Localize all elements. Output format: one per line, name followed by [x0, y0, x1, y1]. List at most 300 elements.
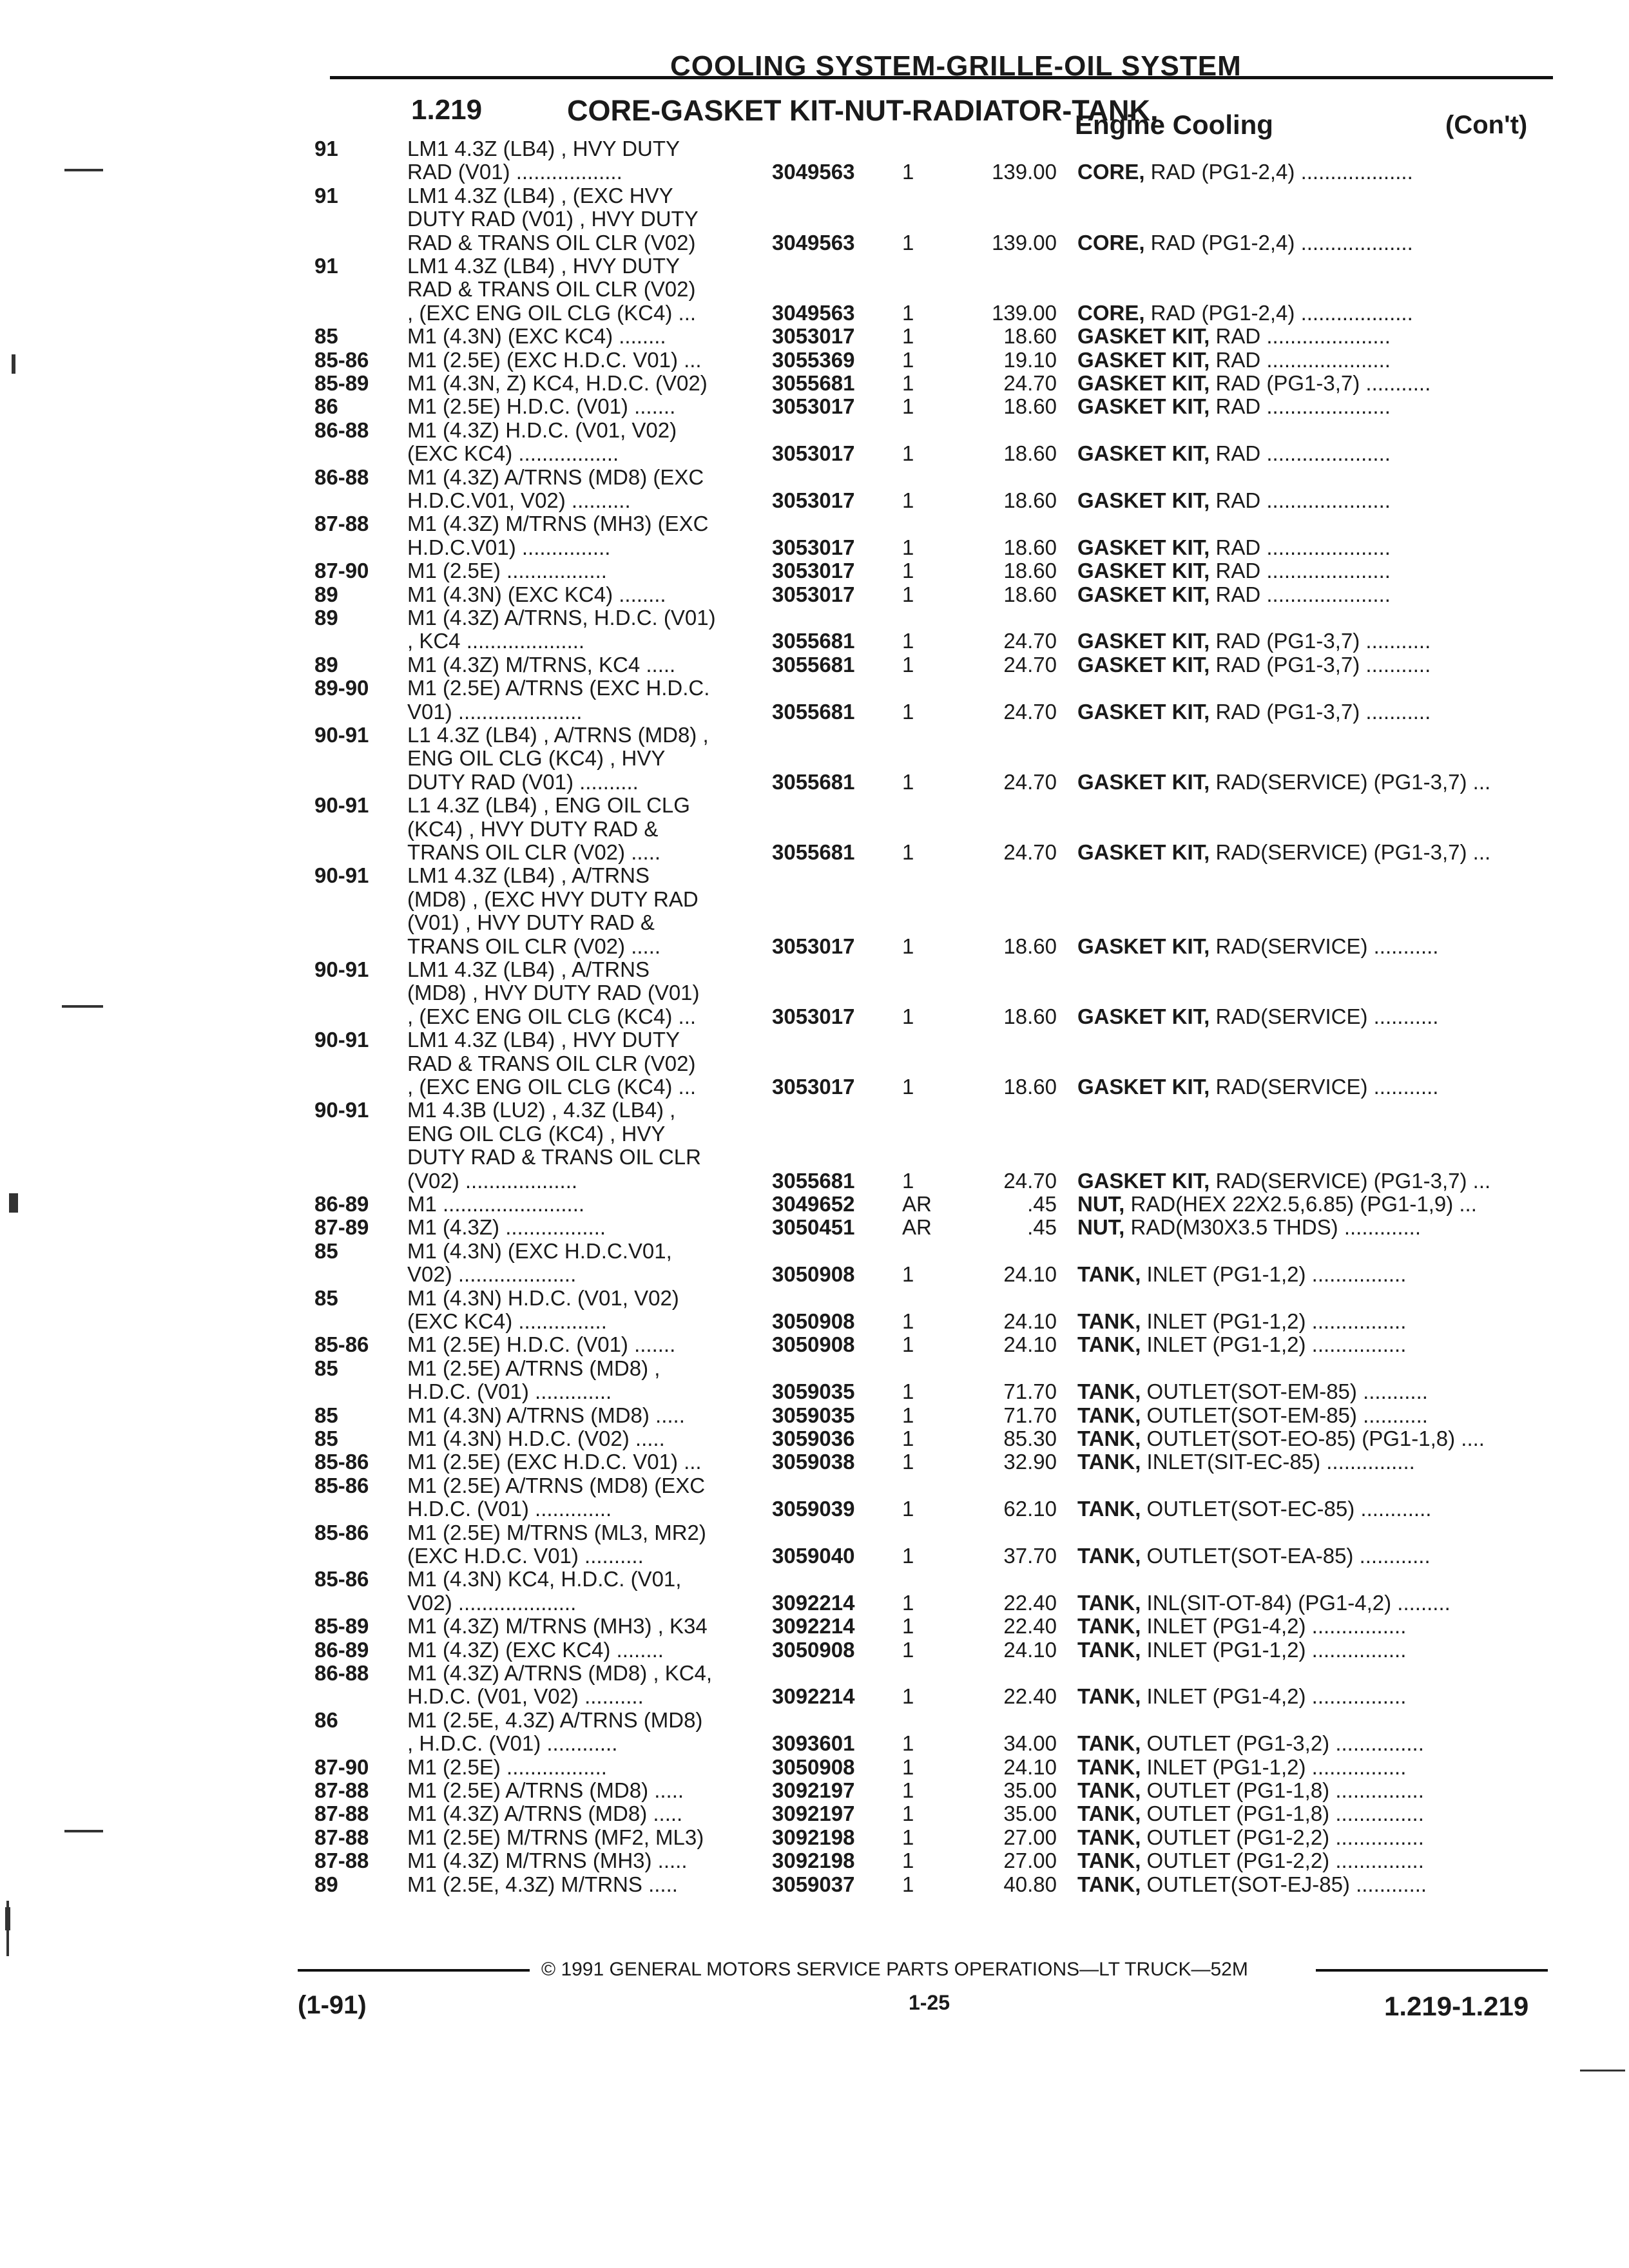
table-row: [0, 1825, 1629, 1851]
part-name-detail: RAD(SERVICE) (PG1-3,7) ...: [1210, 1168, 1491, 1193]
quantity: 1: [902, 371, 914, 395]
model-year: 87-88: [314, 1825, 369, 1849]
part-number: 3053017: [772, 535, 855, 559]
table-row: [0, 910, 1629, 936]
part-name-bold: GASKET KIT,: [1077, 347, 1210, 372]
application-description: TRANS OIL CLR (V02) .....: [407, 840, 661, 864]
table-row: [0, 1052, 1629, 1077]
footer-rule-left: [298, 1969, 530, 1972]
quantity: 1: [902, 324, 914, 349]
part-number: 3055681: [772, 1168, 855, 1193]
quantity: 1: [902, 1754, 914, 1779]
application-description: LM1 4.3Z (LB4) , A/TRNS: [407, 863, 650, 888]
part-name-bold: TANK,: [1077, 1684, 1141, 1709]
application-description: M1 (2.5E) M/TRNS (MF2, ML3): [407, 1825, 704, 1849]
application-description: H.D.C. (V01) .............: [407, 1379, 612, 1404]
application-description: M1 (4.3Z) A/TRNS (MD8) .....: [407, 1802, 683, 1826]
quantity: 1: [902, 1004, 914, 1028]
part-name-bold: TANK,: [1077, 1379, 1141, 1404]
application-description: H.D.C.V01) ...............: [407, 535, 611, 559]
part-name-detail: RAD (PG1-2,4) ...................: [1144, 160, 1413, 184]
part-name-bold: TANK,: [1077, 1427, 1141, 1450]
part-name-detail: RAD .....................: [1210, 324, 1391, 349]
table-row: [0, 1403, 1629, 1429]
price: 18.60: [1003, 582, 1057, 606]
quantity: AR: [902, 1215, 932, 1240]
price: 27.00: [1003, 1825, 1057, 1849]
quantity: 1: [902, 300, 914, 325]
quantity: 1: [902, 559, 914, 583]
part-name: [1077, 1825, 1554, 1850]
part-name-detail: RAD .....................: [1210, 347, 1391, 372]
table-row: [0, 1075, 1629, 1100]
application-description: M1 (4.3N, Z) KC4, H.D.C. (V02): [407, 371, 708, 395]
part-name-bold: TANK,: [1077, 1825, 1141, 1849]
part-name-detail: INLET (PG1-1,2) ................: [1141, 1754, 1407, 1779]
price: 22.40: [1003, 1590, 1057, 1615]
part-name-detail: OUTLET (PG1-2,2) ...............: [1141, 1849, 1424, 1873]
part-number: 3059036: [772, 1427, 855, 1450]
table-row: [0, 723, 1629, 749]
application-description: M1 ........................: [407, 1192, 585, 1216]
part-number: 3053017: [772, 324, 855, 349]
price: 34.00: [1003, 1731, 1057, 1756]
model-year: 85: [314, 324, 338, 349]
price: 139.00: [992, 230, 1057, 255]
part-name-bold: CORE,: [1077, 230, 1145, 255]
application-description: M1 (2.5E) H.D.C. (V01) .......: [407, 1332, 676, 1357]
table-row: [0, 817, 1629, 843]
table-row: [0, 1567, 1629, 1593]
part-number: 3053017: [772, 1004, 855, 1028]
price: 35.00: [1003, 1802, 1057, 1826]
part-name: [1077, 1309, 1554, 1334]
part-name: [1077, 1192, 1554, 1216]
table-row: [0, 1497, 1629, 1523]
part-name-bold: TANK,: [1077, 1544, 1141, 1568]
part-number: 3050908: [772, 1754, 855, 1779]
application-description: M1 (4.3N) (EXC KC4) ........: [407, 582, 666, 606]
part-name: [1077, 1379, 1554, 1404]
part-name-detail: RAD (PG1-2,4) ...................: [1144, 230, 1413, 255]
application-description: H.D.C. (V01) .............: [407, 1497, 612, 1521]
quantity: 1: [902, 699, 914, 724]
model-year: 85: [314, 1238, 338, 1263]
table-row: [0, 1379, 1629, 1405]
part-name-detail: RAD(SERVICE) ...........: [1210, 1004, 1439, 1028]
application-description: L1 4.3Z (LB4) , A/TRNS (MD8) ,: [407, 723, 709, 747]
table-row: [0, 1239, 1629, 1265]
part-name-detail: RAD .....................: [1210, 394, 1391, 419]
price: 35.00: [1003, 1778, 1057, 1802]
table-row: [0, 1778, 1629, 1804]
table-row: [0, 1356, 1629, 1382]
part-name: [1077, 1849, 1554, 1873]
application-description: M1 4.3B (LU2) , 4.3Z (LB4) ,: [407, 1098, 676, 1122]
application-description: M1 (4.3Z) (EXC KC4) ........: [407, 1637, 664, 1662]
application-description: RAD & TRANS OIL CLR (V02): [407, 277, 696, 302]
application-description: DUTY RAD (V01) , HVY DUTY: [407, 207, 699, 231]
table-row: [0, 1849, 1629, 1874]
quantity: 1: [902, 1427, 914, 1450]
application-description: M1 (2.5E, 4.3Z) M/TRNS .....: [407, 1872, 678, 1896]
model-year: 86-89: [314, 1637, 369, 1662]
footer-page-number: 1-25: [909, 1991, 950, 2014]
part-name-detail: INLET (PG1-1,2) ................: [1141, 1262, 1407, 1287]
application-description: (MD8) , (EXC HVY DUTY RAD: [407, 887, 699, 911]
part-name: [1077, 1614, 1554, 1639]
part-name-bold: TANK,: [1077, 1802, 1141, 1826]
scan-mark: [62, 1005, 103, 1008]
price: 18.60: [1003, 441, 1057, 466]
model-year: 90-91: [314, 1028, 369, 1052]
part-name-detail: RAD .....................: [1210, 559, 1391, 583]
part-name-bold: GASKET KIT,: [1077, 371, 1210, 395]
part-name: [1077, 1427, 1554, 1451]
scan-mark: [64, 1830, 103, 1832]
price: 24.70: [1003, 840, 1057, 864]
application-description: DUTY RAD & TRANS OIL CLR: [407, 1145, 701, 1169]
table-row: [0, 512, 1629, 537]
quantity: 1: [902, 582, 914, 606]
part-number: 3053017: [772, 1075, 855, 1099]
part-name: [1077, 1332, 1554, 1357]
part-number: 3053017: [772, 488, 855, 512]
application-description: (MD8) , HVY DUTY RAD (V01): [407, 981, 700, 1005]
part-name: [1077, 1262, 1554, 1287]
part-name: [1077, 1544, 1554, 1568]
part-number: 3050908: [772, 1332, 855, 1357]
application-description: M1 (4.3Z) A/TRNS, H.D.C. (V01): [407, 606, 716, 629]
application-description: LM1 4.3Z (LB4) , HVY DUTY: [407, 1028, 680, 1052]
part-name-bold: GASKET KIT,: [1077, 394, 1210, 419]
table-row: [0, 1591, 1629, 1617]
price: 24.70: [1003, 769, 1057, 794]
part-name-detail: RAD (PG1-3,7) ...........: [1210, 371, 1431, 395]
part-number: 3093601: [772, 1731, 855, 1756]
table-row: [0, 1098, 1629, 1124]
part-number: 3055681: [772, 371, 855, 395]
price: 22.40: [1003, 1684, 1057, 1709]
table-row: [0, 160, 1629, 186]
application-description: ENG OIL CLG (KC4) , HVY: [407, 746, 666, 771]
table-row: [0, 371, 1629, 397]
quantity: 1: [902, 1403, 914, 1427]
application-description: M1 (2.5E) (EXC H.D.C. V01) ...: [407, 1450, 702, 1474]
part-name: [1077, 535, 1554, 560]
part-name-detail: INLET(SIT-EC-85) ...............: [1141, 1450, 1415, 1474]
model-year: 87-88: [314, 1778, 369, 1802]
model-year: 85: [314, 1356, 338, 1380]
table-row: [0, 981, 1629, 1006]
part-number: 3049563: [772, 160, 855, 184]
price: .45: [1027, 1215, 1057, 1240]
part-name-bold: GASKET KIT,: [1077, 1168, 1210, 1193]
part-name-bold: NUT,: [1077, 1215, 1125, 1240]
quantity: 1: [902, 394, 914, 419]
part-name-bold: GASKET KIT,: [1077, 559, 1210, 583]
section-title: CORE-GASKET KIT-NUT-RADIATOR-TANK,: [567, 94, 1159, 127]
part-name-bold: TANK,: [1077, 1731, 1141, 1756]
table-row: [0, 1872, 1629, 1898]
table-row: [0, 1122, 1629, 1148]
price: .45: [1027, 1192, 1057, 1216]
part-number: 3055681: [772, 629, 855, 653]
application-description: M1 (2.5E) A/TRNS (MD8) ,: [407, 1356, 660, 1380]
part-name: [1077, 629, 1554, 653]
application-description: , KC4 ....................: [407, 629, 585, 653]
quantity: 1: [902, 769, 914, 794]
application-description: M1 (4.3Z) M/TRNS (MH3) (EXC: [407, 512, 709, 536]
scan-mark: [6, 1901, 9, 1956]
price: 24.10: [1003, 1637, 1057, 1662]
quantity: 1: [902, 1332, 914, 1357]
part-name-bold: TANK,: [1077, 1778, 1141, 1802]
table-row: [0, 1332, 1629, 1358]
part-name-detail: OUTLET(SOT-EC-85) ............: [1141, 1497, 1432, 1521]
quantity: 1: [902, 1849, 914, 1873]
part-name: [1077, 1075, 1554, 1099]
quantity: 1: [902, 1262, 914, 1287]
part-name: [1077, 1731, 1554, 1756]
model-year: 87-89: [314, 1215, 369, 1240]
application-description: M1 (4.3N) H.D.C. (V02) .....: [407, 1427, 665, 1450]
application-description: H.D.C. (V01, V02) ..........: [407, 1684, 644, 1709]
table-row: [0, 1684, 1629, 1710]
model-year: 85-89: [314, 371, 369, 395]
model-year: 85-89: [314, 1614, 369, 1639]
application-description: (V01) , HVY DUTY RAD &: [407, 910, 655, 935]
part-name-detail: INLET (PG1-4,2) ................: [1141, 1684, 1407, 1709]
table-row: [0, 559, 1629, 584]
part-name: [1077, 348, 1554, 372]
price: 24.10: [1003, 1262, 1057, 1287]
table-row: [0, 1309, 1629, 1335]
part-number: 3092214: [772, 1590, 855, 1615]
table-row: [0, 1215, 1629, 1241]
application-description: (EXC H.D.C. V01) ..........: [407, 1544, 644, 1568]
quantity: 1: [902, 1731, 914, 1756]
table-row: [0, 1262, 1629, 1288]
part-name-bold: TANK,: [1077, 1497, 1141, 1521]
model-year: 86-88: [314, 418, 369, 442]
price: 24.70: [1003, 1168, 1057, 1193]
application-description: (EXC KC4) ...............: [407, 1309, 607, 1333]
part-name-bold: GASKET KIT,: [1077, 629, 1210, 653]
part-name-detail: RAD (PG1-2,4) ...................: [1144, 300, 1413, 325]
part-number: 3092198: [772, 1849, 855, 1873]
part-name-bold: TANK,: [1077, 1590, 1141, 1615]
part-name-detail: INLET (PG1-1,2) ................: [1141, 1332, 1407, 1357]
quantity: 1: [902, 1872, 914, 1896]
table-row: [0, 863, 1629, 889]
price: 71.70: [1003, 1379, 1057, 1404]
application-description: M1 (2.5E) .................: [407, 559, 607, 583]
model-year: 91: [314, 137, 338, 160]
table-row: [0, 1450, 1629, 1475]
model-year: 89: [314, 652, 338, 677]
part-name-detail: RAD .....................: [1210, 582, 1391, 606]
table-row: [0, 137, 1629, 162]
application-description: M1 (4.3Z) A/TRNS (MD8) (EXC: [407, 465, 704, 489]
part-name: [1077, 441, 1554, 466]
part-number: 3049563: [772, 300, 855, 325]
part-name-bold: TANK,: [1077, 1309, 1141, 1333]
model-year: 85-86: [314, 1567, 369, 1591]
quantity: 1: [902, 488, 914, 512]
application-description: LM1 4.3Z (LB4) , (EXC HVY: [407, 183, 673, 207]
application-description: M1 (4.3Z) M/TRNS (MH3) .....: [407, 1849, 688, 1873]
model-year: 90-91: [314, 793, 369, 818]
price: 18.60: [1003, 535, 1057, 559]
quantity: 1: [902, 1614, 914, 1639]
model-year: 87-88: [314, 1849, 369, 1873]
part-name-detail: OUTLET(SOT-EM-85) ...........: [1141, 1403, 1428, 1427]
part-number: 3050908: [772, 1637, 855, 1662]
table-row: [0, 606, 1629, 631]
table-row: [0, 1474, 1629, 1499]
part-number: 3053017: [772, 394, 855, 419]
price: 24.70: [1003, 652, 1057, 677]
price: 27.00: [1003, 1849, 1057, 1873]
table-row: [0, 207, 1629, 233]
part-name-bold: GASKET KIT,: [1077, 582, 1210, 606]
part-number: 3059037: [772, 1872, 855, 1896]
part-number: 3059035: [772, 1379, 855, 1404]
price: 139.00: [992, 160, 1057, 184]
application-description: LM1 4.3Z (LB4) , HVY DUTY: [407, 254, 680, 278]
scan-mark: [1580, 2070, 1625, 2071]
model-year: 85-86: [314, 1332, 369, 1357]
page-header-title: COOLING SYSTEM-GRILLE-OIL SYSTEM: [670, 50, 1242, 82]
model-year: 85-86: [314, 347, 369, 372]
table-row: [0, 629, 1629, 655]
quantity: 1: [902, 840, 914, 864]
table-row: [0, 1427, 1629, 1452]
part-name: [1077, 582, 1554, 607]
table-row: [0, 1145, 1629, 1171]
price: 24.70: [1003, 699, 1057, 724]
quantity: 1: [902, 441, 914, 466]
table-row: [0, 394, 1629, 420]
part-name-detail: RAD (PG1-3,7) ...........: [1210, 652, 1431, 677]
price: 24.10: [1003, 1309, 1057, 1333]
part-name-bold: TANK,: [1077, 1450, 1141, 1474]
part-name: [1077, 1755, 1554, 1780]
quantity: 1: [902, 629, 914, 653]
part-name: [1077, 1684, 1554, 1709]
application-description: LM1 4.3Z (LB4) , A/TRNS: [407, 957, 650, 981]
table-row: [0, 582, 1629, 608]
part-name-bold: CORE,: [1077, 160, 1145, 184]
part-number: 3050908: [772, 1309, 855, 1333]
table-row: [0, 1614, 1629, 1640]
application-description: LM1 4.3Z (LB4) , HVY DUTY: [407, 137, 680, 160]
part-name: [1077, 840, 1554, 865]
table-row: [0, 887, 1629, 913]
price: 18.60: [1003, 1004, 1057, 1028]
part-name-detail: INLET (PG1-1,2) ................: [1141, 1309, 1407, 1333]
part-name: [1077, 1215, 1554, 1240]
table-row: [0, 465, 1629, 491]
part-number: 3055681: [772, 840, 855, 864]
part-name-detail: RAD(SERVICE) (PG1-3,7) ...: [1210, 840, 1491, 864]
table-row: [0, 1286, 1629, 1312]
part-name-bold: GASKET KIT,: [1077, 699, 1210, 724]
part-name: [1077, 559, 1554, 583]
application-description: RAD & TRANS OIL CLR (V02): [407, 1051, 696, 1075]
price: 40.80: [1003, 1872, 1057, 1896]
footer-copyright: © 1991 GENERAL MOTORS SERVICE PARTS OPERATIONS—LT TRUCK—52M: [541, 1959, 1248, 1980]
table-row: [0, 441, 1629, 467]
model-year: 85-86: [314, 1450, 369, 1474]
part-name: [1077, 1872, 1554, 1897]
application-description: RAD & TRANS OIL CLR (V02): [407, 230, 696, 255]
application-description: M1 (2.5E) H.D.C. (V01) .......: [407, 394, 676, 419]
part-name-bold: TANK,: [1077, 1262, 1141, 1287]
part-name: [1077, 394, 1554, 419]
table-row: [0, 1661, 1629, 1687]
part-name-bold: TANK,: [1077, 1754, 1141, 1779]
part-name-detail: RAD(SERVICE) (PG1-3,7) ...: [1210, 769, 1491, 794]
part-number: 3059039: [772, 1497, 855, 1521]
price: 24.10: [1003, 1332, 1057, 1357]
application-description: M1 (2.5E) (EXC H.D.C. V01) ...: [407, 347, 702, 372]
table-row: [0, 653, 1629, 678]
price: 24.10: [1003, 1754, 1057, 1779]
part-name-detail: RAD (PG1-3,7) ...........: [1210, 629, 1431, 653]
part-name-detail: RAD (PG1-3,7) ...........: [1210, 699, 1431, 724]
part-name-bold: GASKET KIT,: [1077, 324, 1210, 349]
application-description: M1 (2.5E) .................: [407, 1754, 607, 1779]
application-description: M1 (4.3Z) .................: [407, 1215, 606, 1240]
table-row: [0, 1638, 1629, 1664]
model-year: 86-89: [314, 1192, 369, 1216]
part-name-detail: RAD(SERVICE) ...........: [1210, 934, 1439, 958]
part-name: [1077, 324, 1554, 349]
table-row: [0, 934, 1629, 960]
part-name-bold: NUT,: [1077, 1192, 1125, 1216]
part-name-detail: OUTLET (PG1-1,8) ...............: [1141, 1802, 1424, 1826]
model-year: 89: [314, 606, 338, 629]
table-row: [0, 746, 1629, 772]
table-row: [0, 1802, 1629, 1827]
application-description: (V02) ...................: [407, 1168, 578, 1193]
table-row: [0, 1544, 1629, 1570]
quantity: 1: [902, 1450, 914, 1474]
table-row: [0, 1169, 1629, 1195]
quantity: 1: [902, 1075, 914, 1099]
application-description: ENG OIL CLG (KC4) , HVY: [407, 1121, 666, 1146]
model-year: 86-88: [314, 465, 369, 489]
table-row: [0, 1192, 1629, 1218]
model-year: 87-90: [314, 1754, 369, 1779]
model-year: 85: [314, 1403, 338, 1427]
table-row: [0, 700, 1629, 726]
quantity: 1: [902, 347, 914, 372]
table-row: [0, 254, 1629, 280]
application-description: (KC4) , HVY DUTY RAD &: [407, 816, 659, 841]
part-number: 3050451: [772, 1215, 855, 1240]
part-name-detail: INLET (PG1-1,2) ................: [1141, 1637, 1407, 1662]
quantity: 1: [902, 1379, 914, 1404]
table-row: [0, 793, 1629, 819]
part-number: 3053017: [772, 582, 855, 606]
part-name-detail: RAD .....................: [1210, 441, 1391, 466]
price: 18.60: [1003, 324, 1057, 349]
application-description: H.D.C.V01, V02) ..........: [407, 488, 631, 512]
application-description: M1 (2.5E) A/TRNS (MD8) .....: [407, 1778, 684, 1802]
